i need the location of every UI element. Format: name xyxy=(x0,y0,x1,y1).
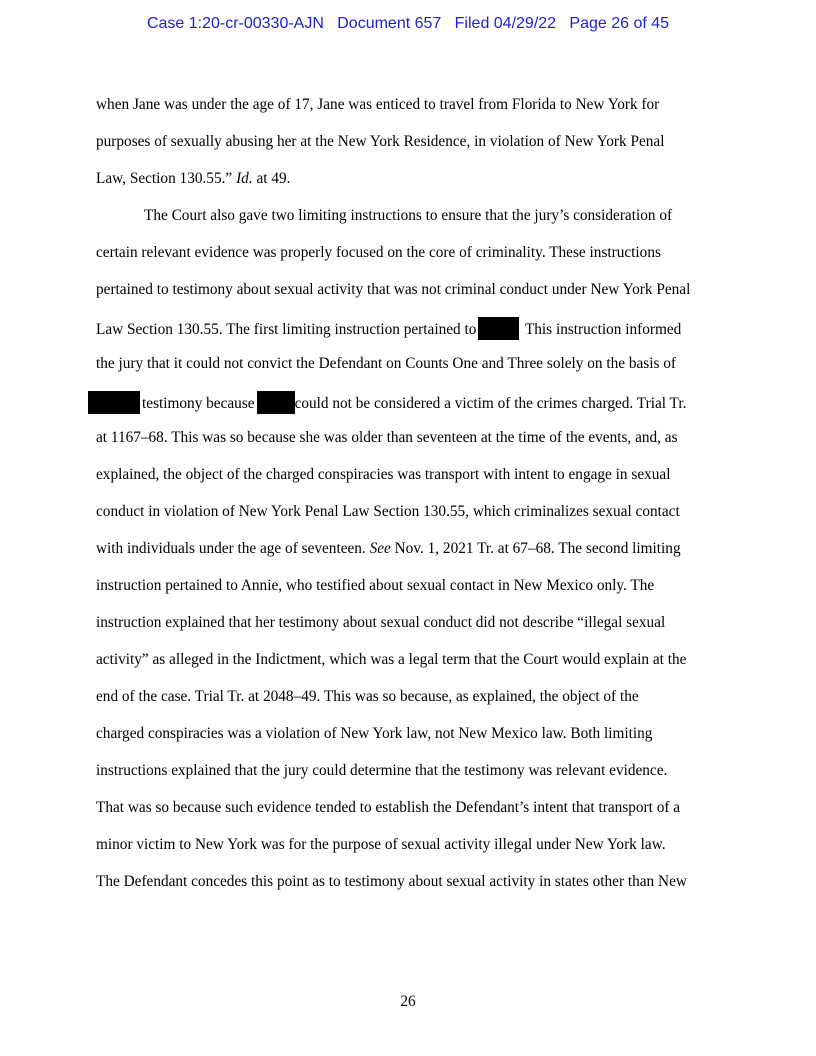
text-line: pertained to testimony about sexual activity that was not criminal conduct under New York Penal xyxy=(96,281,691,298)
page-number: 26 xyxy=(400,993,416,1010)
filed-date: Filed 04/29/22 xyxy=(454,15,557,32)
text-line: activity” as alleged in the Indictment, which was a legal term that the Court would explain at the xyxy=(96,651,687,668)
text-line xyxy=(96,317,681,340)
text-span: testimony because xyxy=(142,395,255,412)
text-span: Law Section 130.55. The first limiting instruction pertained to xyxy=(96,321,477,338)
paragraph-start-line: The Court also gave two limiting instructions to ensure that the jury’s consideration of xyxy=(144,207,673,224)
text-span: This instruction informed xyxy=(521,321,682,338)
citation-italic: Id. xyxy=(236,170,253,187)
text-line: certain relevant evidence was properly focused on the core of criminality. These instructions xyxy=(96,244,661,261)
text-line xyxy=(88,391,686,414)
text-line: purposes of sexually abusing her at the New York Residence, in violation of New York Penal xyxy=(96,133,665,150)
document-number: Document 657 xyxy=(337,15,442,32)
text-span: Law, Section 130.55.” xyxy=(96,170,237,187)
text-line xyxy=(96,169,290,189)
text-line: the jury that it could not convict the Defendant on Counts One and Three solely on the basis of xyxy=(96,355,677,372)
text-line: conduct in violation of New York Penal Law Section 130.55, which criminalizes sexual contact xyxy=(96,503,680,520)
case-number: Case 1:20-cr-00330-AJN xyxy=(146,15,324,32)
text-line: charged conspiracies was a violation of New York law, not New Mexico law. Both limiting xyxy=(96,725,653,742)
text-line: when Jane was under the age of 17, Jane was enticed to travel from Florida to New York for xyxy=(96,96,660,113)
text-span: at 49. xyxy=(252,170,291,187)
text-line: end of the case. Trial Tr. at 2048–49. This was so because, as explained, the object of the xyxy=(96,688,639,705)
text-span: with individuals under the age of seventeen. xyxy=(96,540,370,557)
text-line: instruction explained that her testimony about sexual conduct did not describe “illegal sexual xyxy=(96,614,666,631)
text-line: instructions explained that the jury could determine that the testimony was relevant evidence. xyxy=(96,762,668,779)
text-span: Nov. 1, 2021 Tr. at 67–68. The second limiting xyxy=(390,540,681,557)
text-span: could not be considered a victim of the crimes charged. Trial Tr. xyxy=(294,395,687,412)
page-of-total: Page 26 of 45 xyxy=(569,15,670,32)
text-line: That was so because such evidence tended to establish the Defendant’s intent that transport of a xyxy=(96,799,681,816)
text-line: instruction pertained to Annie, who testified about sexual contact in New Mexico only. The xyxy=(96,577,655,594)
text-line xyxy=(96,539,681,559)
redaction-box xyxy=(478,317,519,340)
text-line: minor victim to New York was for the purpose of sexual activity illegal under New York law. xyxy=(96,836,666,853)
citation-italic: See xyxy=(369,540,391,557)
filing-header xyxy=(0,15,816,33)
redaction-box xyxy=(88,391,140,414)
text-line: explained, the object of the charged conspiracies was transport with intent to engage in sexual xyxy=(96,466,671,483)
redaction-box xyxy=(257,391,295,414)
text-line: at 1167–68. This was so because she was older than seventeen at the time of the events, and, as xyxy=(96,429,678,446)
text-line: The Defendant concedes this point as to testimony about sexual activity in states other than New xyxy=(96,873,687,890)
